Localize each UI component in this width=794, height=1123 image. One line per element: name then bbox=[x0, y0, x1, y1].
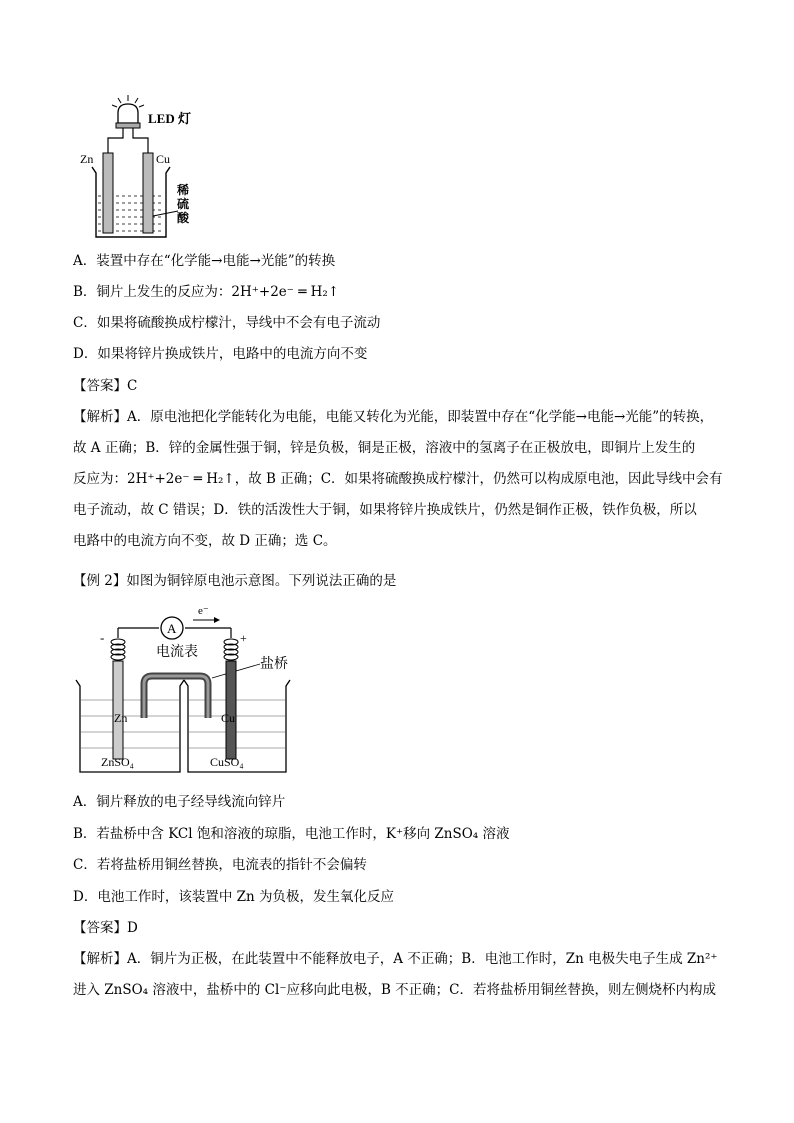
q1-option-b: B．铜片上发生的反应为：2H⁺+2e⁻ ═ H₂↑ bbox=[73, 284, 340, 300]
q1-analysis-line: 反应为：2H⁺+2e⁻ ═ H₂↑，故 B 正确；C．如果将硫酸换成柠檬汁，仍然可以构成原电池，因此导线中会有 bbox=[73, 471, 723, 487]
electron-label: e⁻ bbox=[198, 605, 209, 617]
left-coil bbox=[111, 639, 125, 660]
zn-electrode bbox=[113, 661, 123, 759]
q1-analysis-line: 电路中的电流方向不变，故 D 正确；选 C。 bbox=[73, 533, 337, 549]
zn-label: Zn bbox=[80, 152, 94, 166]
q1-analysis-line: 电子流动，故 C 错误；D．铁的活泼性大于铜，如果将锌片换成铁片，仍然是铜作正极，铁作负极，所以 bbox=[73, 502, 697, 518]
q2-option-a: A．铜片释放的电子经导线流向锌片 bbox=[73, 794, 286, 810]
q1-option-d: D．如果将锌片换成铁片，电路中的电流方向不变 bbox=[73, 346, 368, 362]
q1-answer: 【答案】C bbox=[73, 378, 138, 394]
galvanic-cell-diagram bbox=[74, 600, 314, 780]
q1-analysis-line: 【解析】A．原电池把化学能转化为电能，电能又转化为光能，即装置中存在“化学能→电能→光能”的转换， bbox=[73, 409, 714, 425]
znso4-label: ZnSO₄ bbox=[101, 755, 134, 769]
plus-sign: + bbox=[240, 631, 247, 645]
ammeter-label: A bbox=[167, 621, 177, 636]
acid-label-2: 硫 bbox=[177, 197, 190, 211]
salt-bridge bbox=[144, 676, 208, 718]
led-base bbox=[116, 123, 140, 128]
cuso4-label: CuSO₄ bbox=[210, 755, 244, 769]
q2-option-b: B．若盐桥中含 KCl 饱和溶液的琼脂，电池工作时，K⁺移向 ZnSO₄ 溶液 bbox=[73, 826, 510, 842]
right-solution-lines bbox=[189, 700, 285, 748]
q2-answer: 【答案】D bbox=[73, 920, 138, 936]
q1-option-a: A．装置中存在“化学能→电能→光能”的转换 bbox=[73, 253, 336, 269]
acid-label-1: 稀 bbox=[177, 183, 190, 197]
right-coil bbox=[224, 639, 238, 660]
cu-label: Cu bbox=[156, 152, 171, 166]
cu-electrode bbox=[143, 153, 153, 233]
led-bulb bbox=[118, 104, 138, 123]
minus-sign: - bbox=[100, 630, 105, 645]
q1-option-c: C．如果将硫酸换成柠檬汁，导线中不会有电子流动 bbox=[73, 315, 381, 331]
wire-left bbox=[108, 128, 123, 153]
q2-analysis-line: 【解析】A．铜片为正极，在此装置中不能释放电子，A 不正确；B．电池工作时，Zn 电极失电子生成 Zn²⁺ bbox=[73, 951, 718, 967]
led-label: LED 灯 bbox=[148, 111, 191, 126]
led-cell-diagram bbox=[74, 93, 224, 243]
q2-title: 【例 2】如图为铜锌原电池示意图。下列说法正确的是 bbox=[73, 573, 397, 589]
ammeter-name-label: 电流表 bbox=[156, 645, 198, 660]
q2-analysis bbox=[73, 944, 723, 1006]
wire-right bbox=[133, 128, 148, 153]
salt-bridge-label: 盐桥 bbox=[260, 657, 288, 672]
acid-label-3: 酸 bbox=[177, 211, 190, 225]
q1-analysis bbox=[73, 402, 723, 557]
cu-electrode bbox=[226, 661, 236, 759]
left-solution-lines bbox=[81, 700, 179, 748]
zn-electrode bbox=[103, 153, 113, 233]
q2-option-d: D．电池工作时，该装置中 Zn 为负极，发生氧化反应 bbox=[73, 889, 394, 905]
q2-option-c: C．若将盐桥用铜丝替换，电流表的指针不会偏转 bbox=[73, 857, 367, 873]
q2-analysis-line: 进入 ZnSO₄ 溶液中，盐桥中的 Cl⁻应移向此电极，B 不正确；C．若将盐桥用铜丝替换，则左侧烧杯内构成 bbox=[73, 982, 716, 998]
q1-analysis-line: 故 A 正确；B．锌的金属性强于铜，锌是负极，铜是正极，溶液中的氢离子在正极放电，即铜片上发生的 bbox=[73, 440, 696, 456]
cu-label: Cu bbox=[221, 711, 236, 725]
zn-label: Zn bbox=[114, 711, 128, 725]
